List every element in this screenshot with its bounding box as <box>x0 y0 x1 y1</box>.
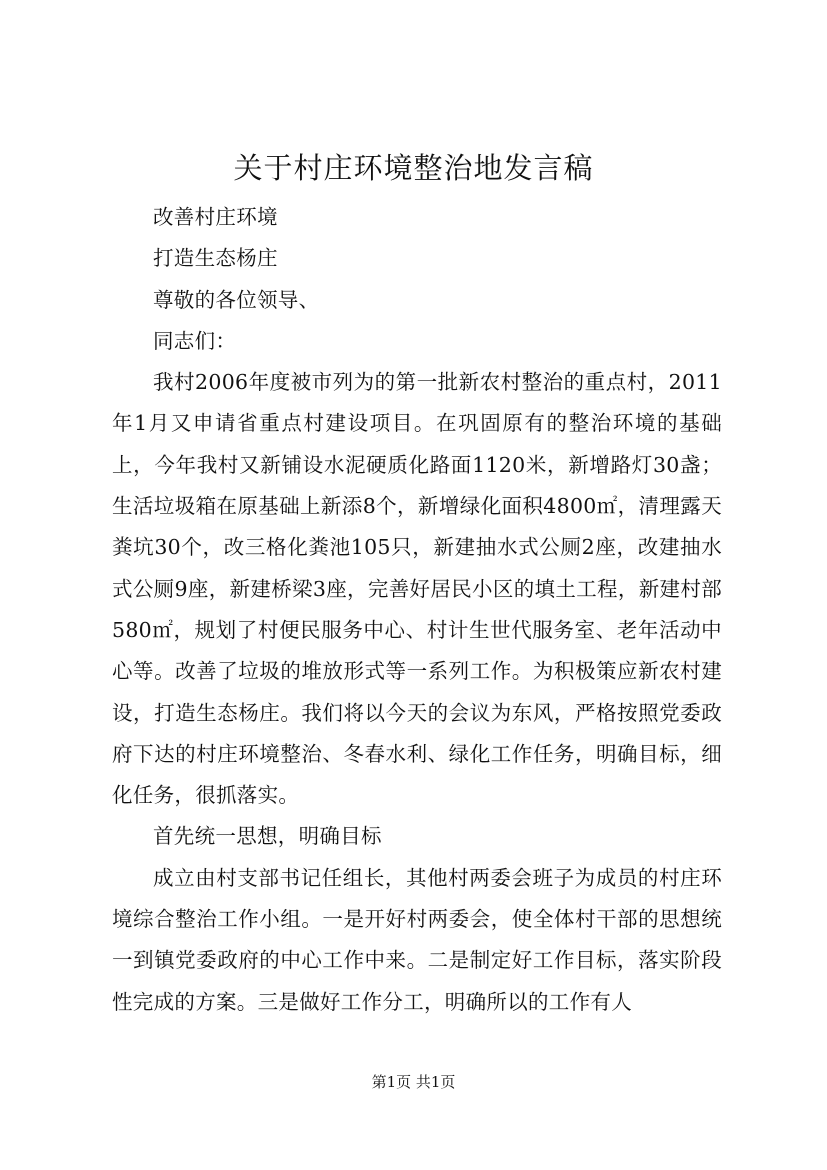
page-number: 第1页 共1页 <box>371 1073 456 1091</box>
section-heading: 首先统一思想，明确目标 <box>153 824 382 849</box>
document-title: 关于村庄环境整治地发言稿 <box>233 151 594 185</box>
subtitle-line-2: 打造生态杨庄 <box>153 246 278 271</box>
document-body <box>112 197 722 1023</box>
body-paragraph: 成立由村支部书记任组长，其他村两委会班子为成员的村庄环境综合整治工作小组。一是开好村两委会，使全体村干部的思想统一到镇党委政府的中心工作中来。二是制定好工作目标，落实阶段性完成的方案。三是做好工作分工，明确所以的工作有人 <box>112 865 722 1014</box>
body-paragraph: 我村2006年度被市列为的第一批新农村整治的重点村，2011年1月又申请省重点村建设项目。在巩固原有的整治环境的基础上，今年我村又新铺设水泥硬质化路面1120米，新增路灯30盏；生活垃圾箱在原基础上新添8个，新增绿化面积4800㎡，清理露天粪坑30个，改三格化粪池105只，新建抽水式公厕2座，改建抽水式公厕9座，新建桥梁3座，完善好居民小区的填土工程，新建村部580㎡，规划了村便民服务中心、村计生世代服务室、老年活动中心等。改善了垃圾的堆放形式等一系列工作。为积极策应新农村建设，打造生态杨庄。我们将以今天的会议为东风，严格按照党委政府下达的村庄环境整治、冬春水利、绿化工作任务，明确目标，细化任务，很抓落实。 <box>112 370 722 808</box>
subtitle-line-1: 改善村庄环境 <box>153 205 278 229</box>
salutation-line-1: 尊敬的各位领导、 <box>153 287 320 312</box>
salutation-line-2: 同志们： <box>153 328 237 353</box>
